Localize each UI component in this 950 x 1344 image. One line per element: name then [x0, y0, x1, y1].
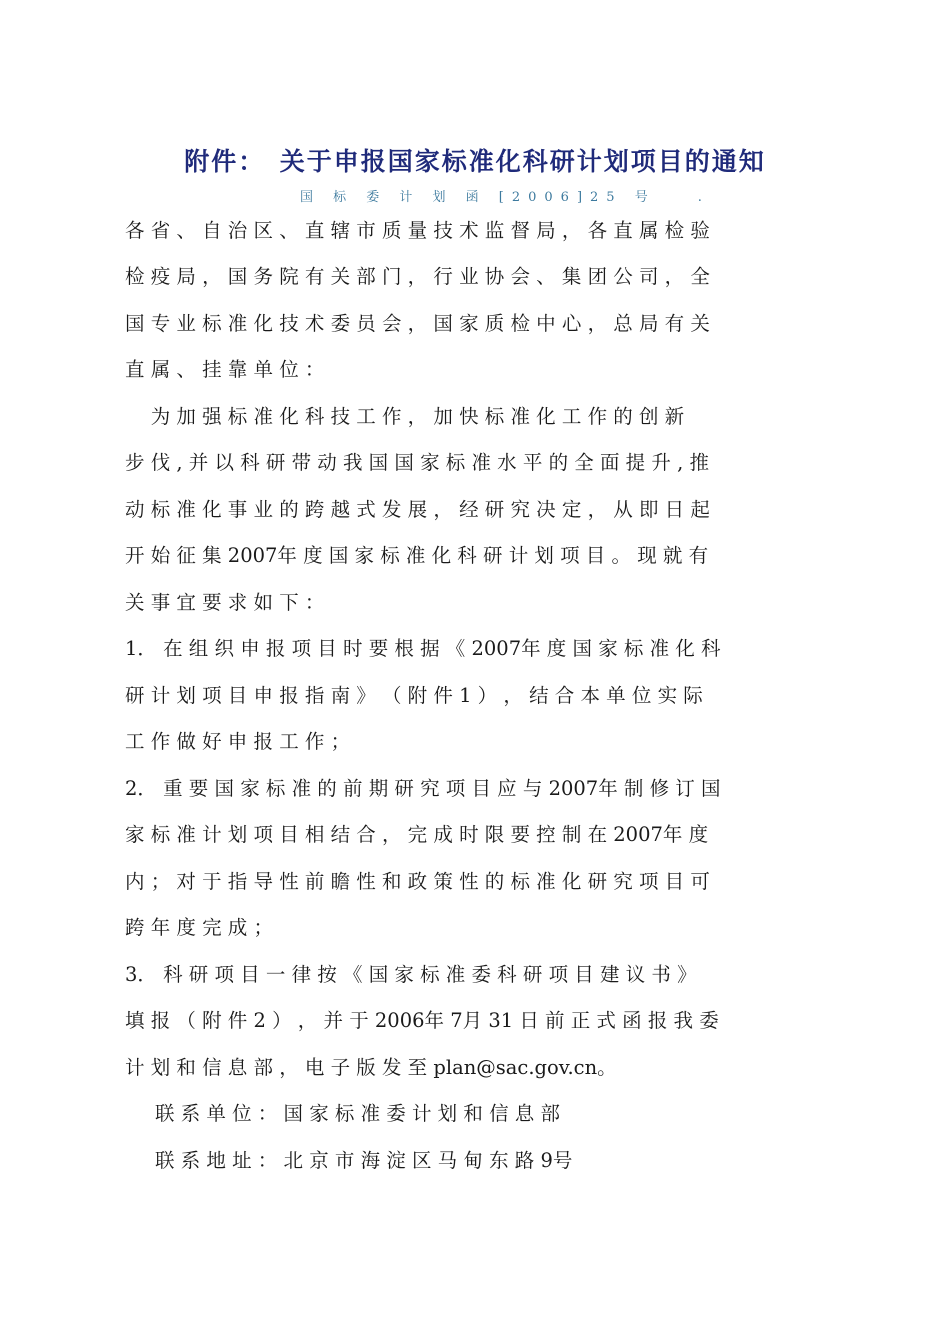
body-line: 1． 在 组 织 申 报 项 目 时 要 根 据 《 2007年 度 国 家 标 准 化 科 [125, 637, 721, 660]
body-line: 步 伐 , 并 以 科 研 带 动 我 国 国 家 标 准 水 平 的 全 面 提 升 , 推 [125, 451, 709, 474]
body-line: 为 加 强 标 准 化 科 技 工 作 ， 加 快 标 准 化 工 作 的 创 新 [125, 405, 685, 428]
body-line: 计 划 和 信 息 部 ， 电 子 版 发 至 plan@sac.gov.cn。 [125, 1056, 617, 1079]
body-line: 动 标 准 化 事 业 的 跨 越 式 发 展 ， 经 研 究 决 定 ， 从 即 日 起 [125, 498, 710, 521]
document-number: 国 标 委 计 划 函 [2006]25 号 . [300, 190, 710, 205]
body-line: 开 始 征 集 2007年 度 国 家 标 准 化 科 研 计 划 项 目 。 现 就 有 [125, 544, 709, 567]
body-line: 2． 重 要 国 家 标 准 的 前 期 研 究 项 目 应 与 2007年 制 修 订 国 [125, 777, 721, 800]
body-line: 填 报 （ 附 件 2 ） ， 并 于 2006年 7月 31 日 前 正 式 函 报 我 委 [125, 1009, 719, 1032]
body-line: 各 省 、 自 治 区 、 直 辖 市 质 量 技 术 监 督 局 ， 各 直 属 检 验 [125, 219, 710, 242]
body-line: 内 ； 对 于 指 导 性 前 瞻 性 和 政 策 性 的 标 准 化 研 究 项 目 可 [125, 870, 710, 893]
body-line: 3． 科 研 项 目 一 律 按 《 国 家 标 准 委 科 研 项 目 建 议 书 》 [125, 963, 697, 986]
body-line: 直 属 、 挂 靠 单 位 ： [125, 358, 325, 381]
contact-address: 联 系 地 址 ： 北 京 市 海 淀 区 马 甸 东 路 9号 [155, 1149, 573, 1172]
body-line: 国 专 业 标 准 化 技 术 委 员 会 ， 国 家 质 检 中 心 ， 总 局 有 关 [125, 312, 710, 335]
body-line: 检 疫 局 ， 国 务 院 有 关 部 门 ， 行 业 协 会 、 集 团 公 司 ， 全 [125, 265, 710, 288]
body-line: 研 计 划 项 目 申 报 指 南 》 （ 附 件 1 ） ， 结 合 本 单 位 实 际 [125, 684, 703, 707]
body-line: 工 作 做 好 申 报 工 作 ； [125, 730, 351, 753]
body-line: 关 事 宜 要 求 如 下 ： [125, 591, 325, 614]
contact-unit: 联 系 单 位 ： 国 家 标 准 委 计 划 和 信 息 部 [155, 1102, 560, 1125]
document-title: 附件： 关于申报国家标准化科研计划项目的通知 [184, 147, 766, 176]
body-line: 跨 年 度 完 成 ； [125, 916, 273, 939]
body-line: 家 标 准 计 划 项 目 相 结 合 ， 完 成 时 限 要 控 制 在 2007年 度 [125, 823, 709, 846]
